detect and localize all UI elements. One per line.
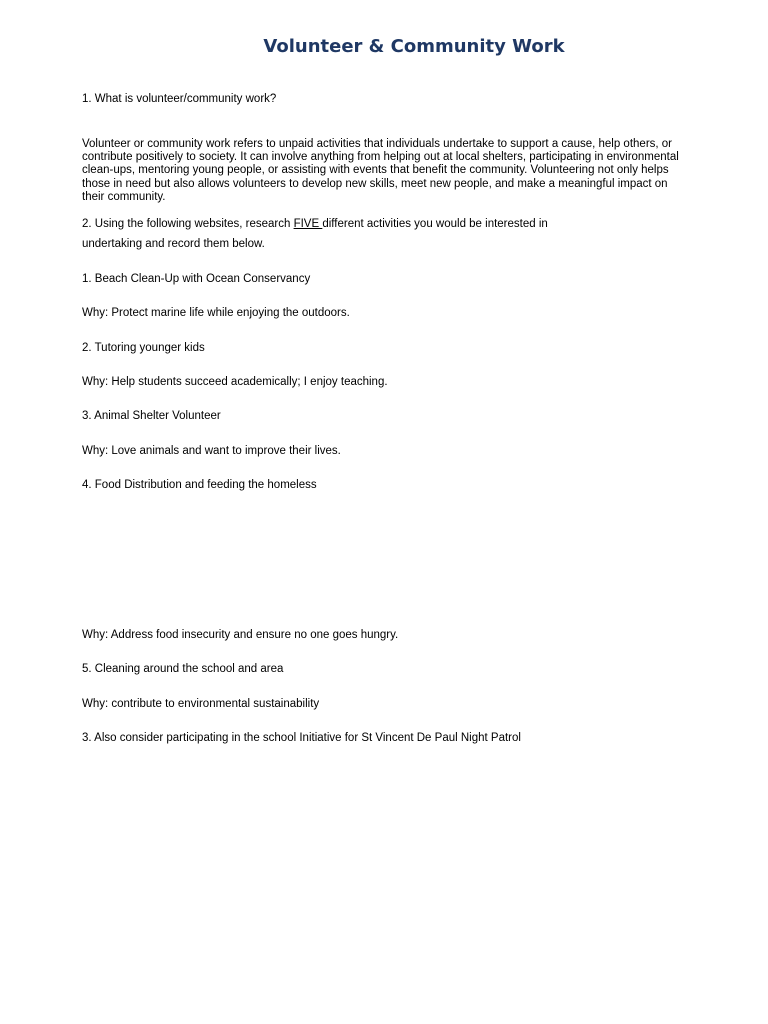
question-2-text-after: different activities you would be interested in [322, 218, 548, 230]
question-2-line-1 [82, 218, 548, 231]
answer-1-paragraph: Volunteer or community work refers to unpaid activities that individuals undertake to support a cause, help others, or contribute positively to society. It can involve anything from helping out at local shelters, participating in environmental clean-ups, mentoring young people, or assisting with events that benefit the community. Volunteering not only helps those in need but also allows volunteers to develop new skills, meet new people, and make a meaningful impact on their community. [82, 138, 679, 203]
activity-4-why: Why: Address food insecurity and ensure no one goes hungry. [82, 629, 399, 641]
activity-2-why: Why: Help students succeed academically; I enjoy teaching. [82, 376, 388, 388]
activity-3-name: 3. Animal Shelter Volunteer [82, 410, 221, 422]
question-2-line-2: undertaking and record them below. [82, 238, 265, 250]
question-1: 1. What is volunteer/community work? [82, 93, 277, 105]
question-3: 3. Also consider participating in the school Initiative for St Vincent De Paul Night Patrol [82, 732, 521, 744]
question-2-text-before: 2. Using the following websites, research [82, 218, 294, 230]
activity-2-name: 2. Tutoring younger kids [82, 342, 205, 354]
activity-4-name: 4. Food Distribution and feeding the homeless [82, 479, 317, 491]
activity-5-name: 5. Cleaning around the school and area [82, 663, 284, 675]
page-title: Volunteer & Community Work [263, 36, 565, 57]
activity-3-why: Why: Love animals and want to improve their lives. [82, 445, 341, 457]
activity-5-why: Why: contribute to environmental sustainability [82, 698, 320, 710]
activity-1-why: Why: Protect marine life while enjoying the outdoors. [82, 307, 350, 319]
question-2-emphasis: FIVE [293, 218, 323, 230]
activity-1-name: 1. Beach Clean-Up with Ocean Conservancy [82, 273, 311, 285]
